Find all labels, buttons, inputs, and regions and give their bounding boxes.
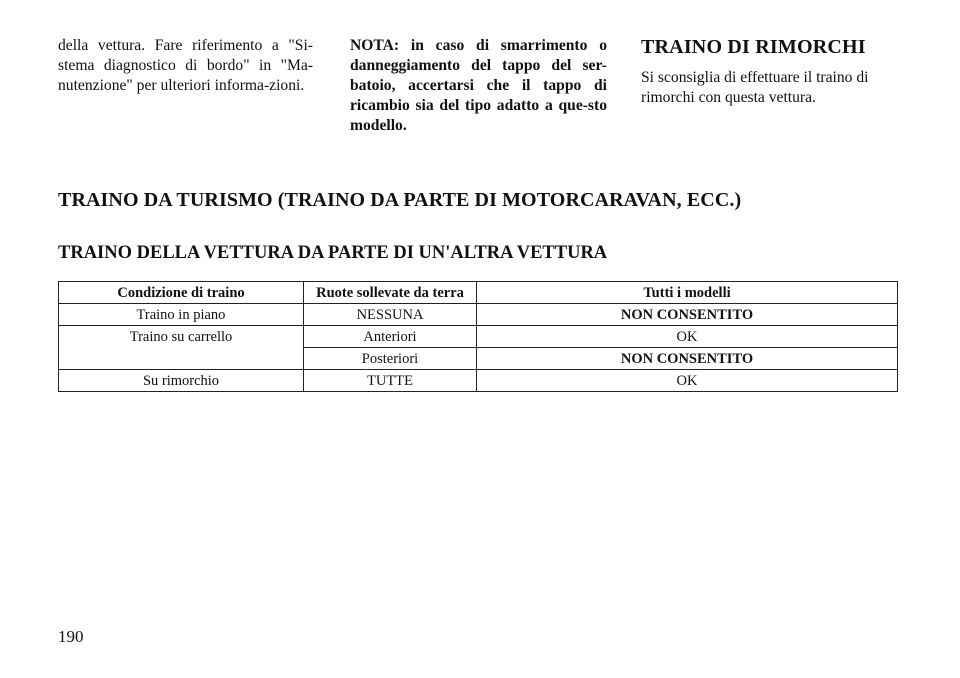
table-header-row	[59, 282, 898, 304]
page-number: 190	[58, 627, 84, 646]
column-middle	[350, 36, 607, 136]
header-wheels-raised: Ruote sollevate da terra	[304, 282, 477, 304]
cell-models: OK	[477, 326, 898, 348]
table-row	[59, 326, 898, 348]
cell-wheels: Posteriori	[304, 348, 477, 370]
body-text-left: della vettura. Fare riferimento a "Si-stema diagnostico di bordo" in "Ma-nutenzione" per ulteriori informa-zioni.	[58, 37, 313, 94]
column-right	[641, 36, 903, 108]
cell-condition: Traino in piano	[59, 304, 304, 326]
recreational-towing-heading: TRAINO DA TURISMO (TRAINO DA PARTE DI MOTORCARAVAN, ECC.)	[58, 189, 742, 211]
cell-wheels: NESSUNA	[304, 304, 477, 326]
cell-condition: Traino su carrello	[59, 326, 304, 370]
cell-models: OK	[477, 370, 898, 392]
table-row	[59, 370, 898, 392]
cell-condition: Su rimorchio	[59, 370, 304, 392]
towing-table	[58, 281, 898, 392]
table-row	[59, 304, 898, 326]
vehicle-towing-subheading: TRAINO DELLA VETTURA DA PARTE DI UN'ALTRA VETTURA	[58, 243, 608, 263]
trailer-towing-heading: TRAINO DI RIMORCHI	[641, 36, 866, 58]
cell-models: NON CONSENTITO	[477, 348, 898, 370]
header-all-models: Tutti i modelli	[477, 282, 898, 304]
trailer-towing-text: Si sconsiglia di effettuare il traino di rimorchi con questa vettura.	[641, 69, 869, 106]
cell-wheels: Anteriori	[304, 326, 477, 348]
cell-models: NON CONSENTITO	[477, 304, 898, 326]
column-left	[58, 36, 313, 96]
header-towing-condition: Condizione di traino	[59, 282, 304, 304]
note-text: NOTA: in caso di smarrimento o danneggiamento del tappo del ser-batoio, accertarsi che il tappo di ricambio sia del tipo adatto a que-sto modello.	[350, 37, 607, 134]
cell-wheels: TUTTE	[304, 370, 477, 392]
